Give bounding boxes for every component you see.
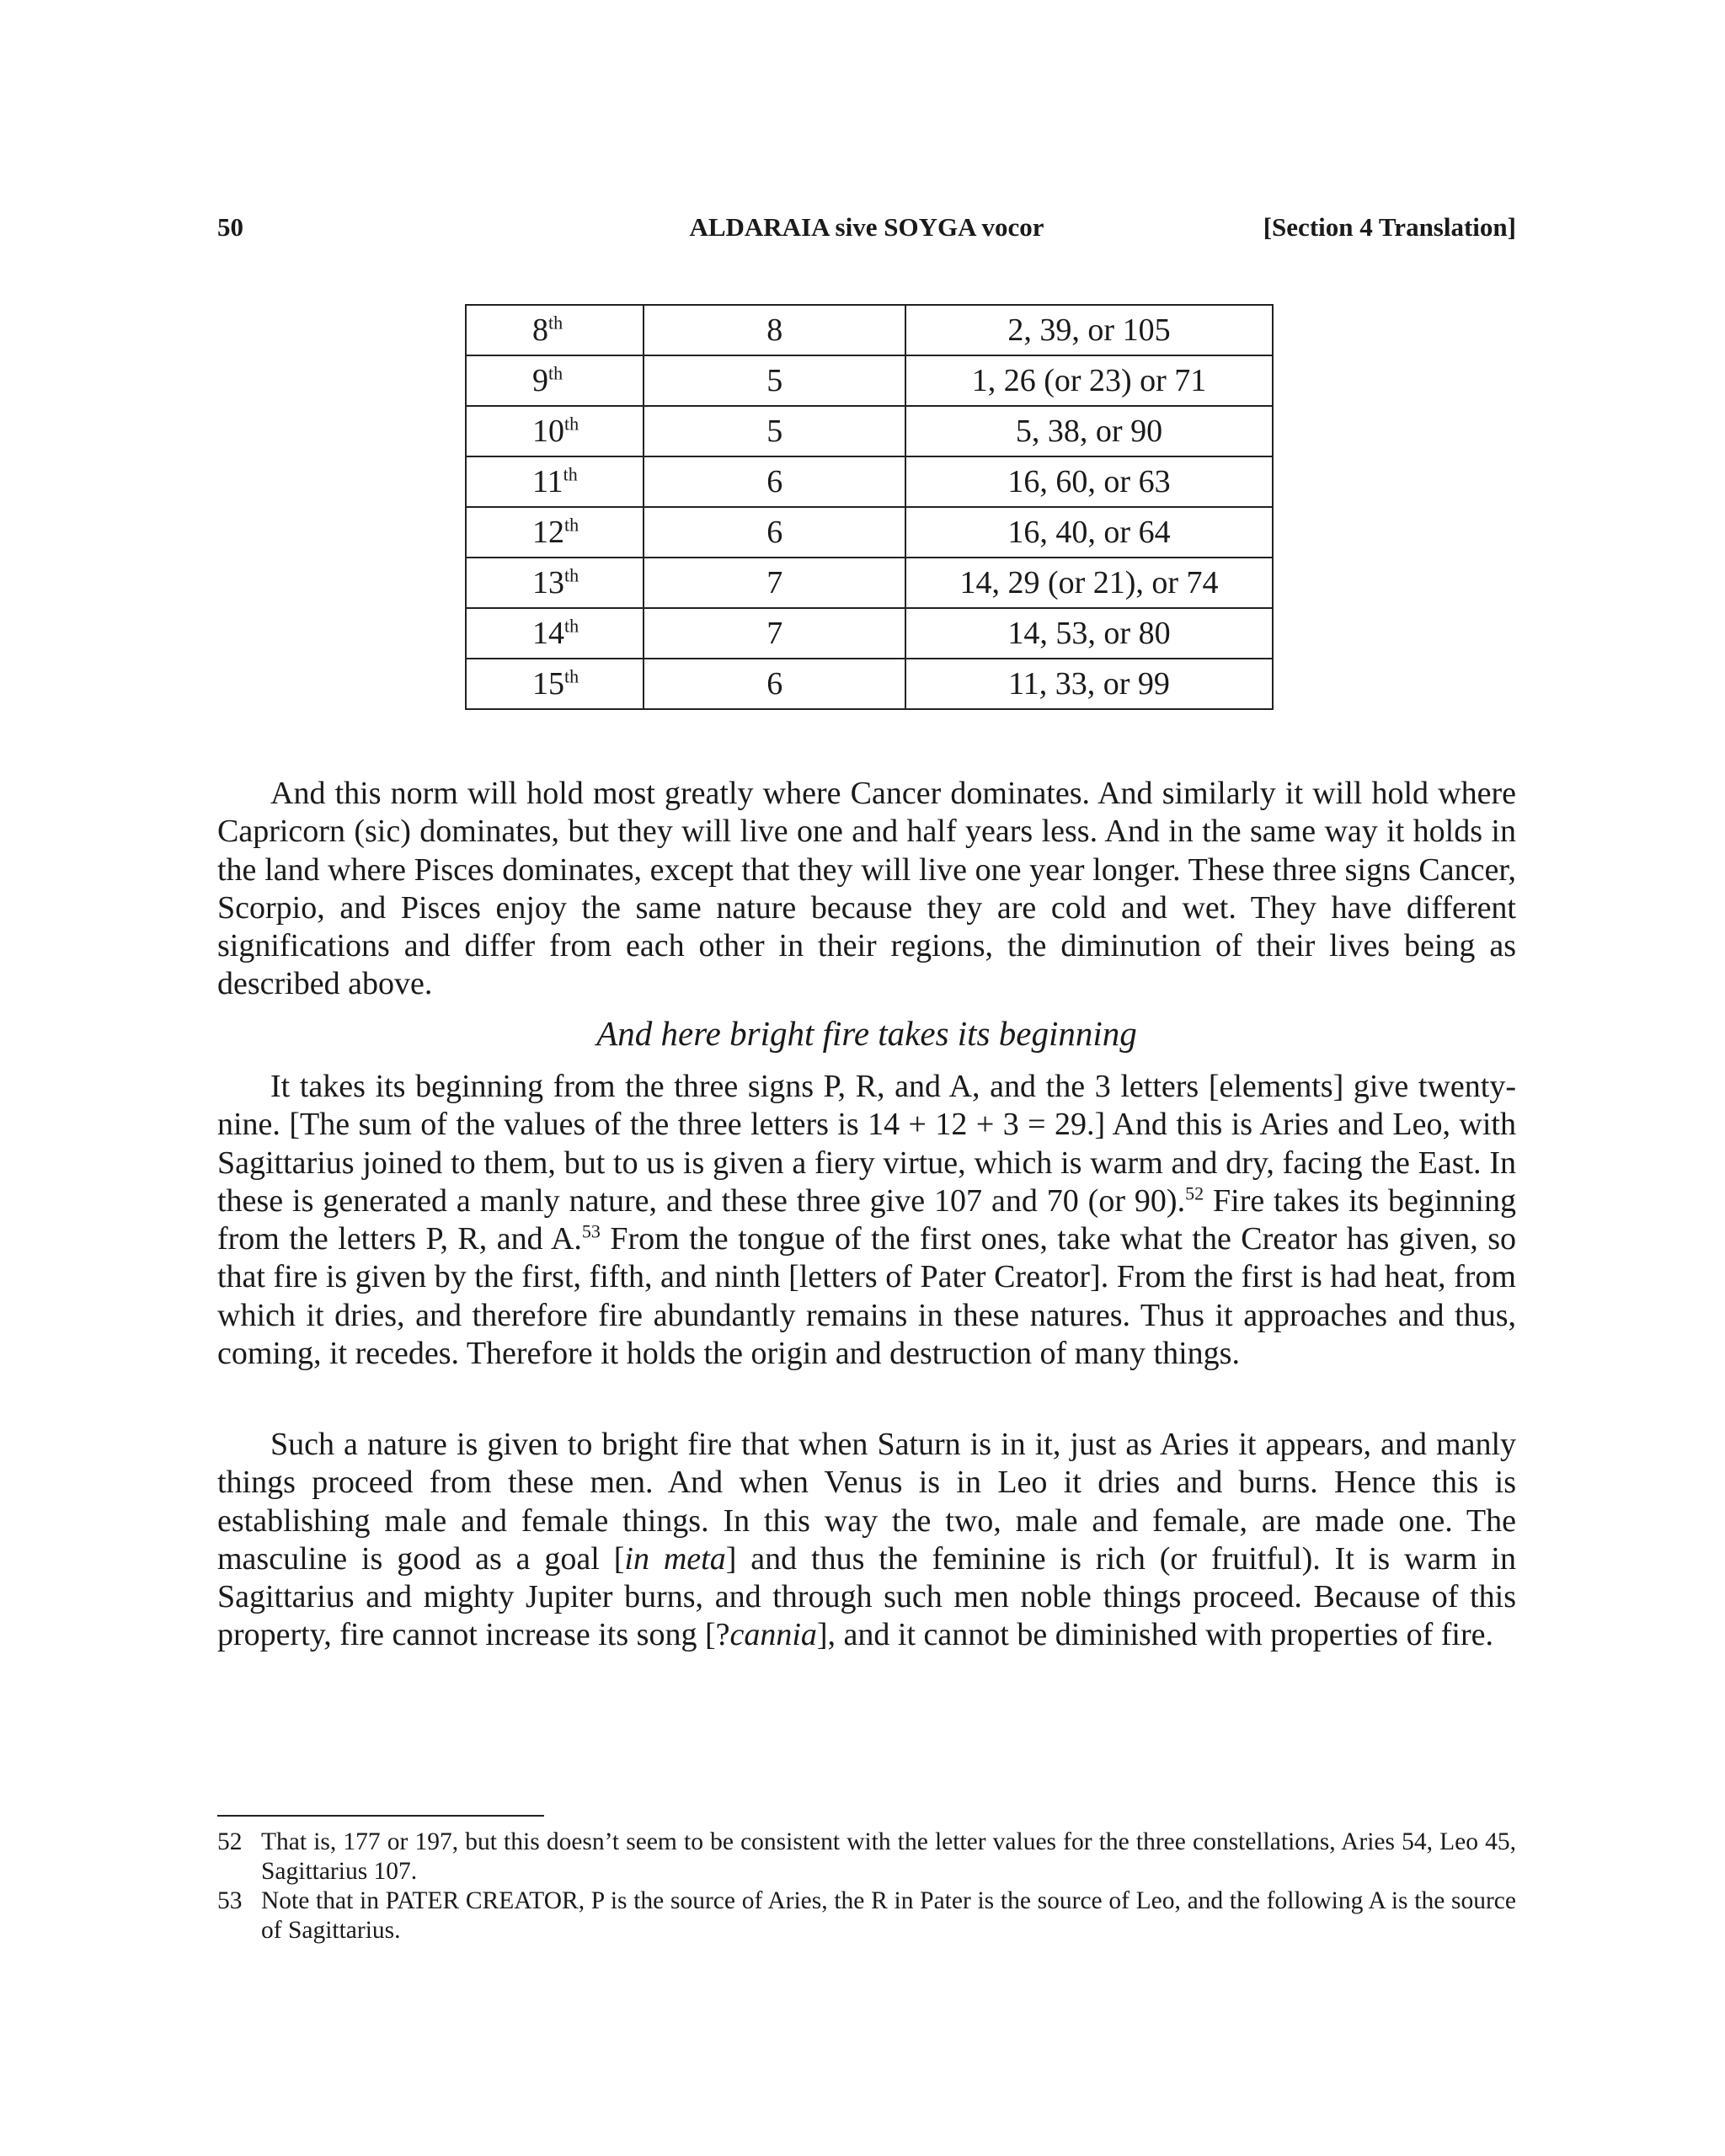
footnote-number: 52 (217, 1828, 243, 1855)
footnote-text: Note that in PATER CREATOR, P is the source of Aries, the R in Pater is the source of Leo, and the following A is the source of Sagittarius. (261, 1887, 1516, 1944)
values-cell: 2, 39, or 105 (905, 305, 1273, 355)
running-title: ALDARAIA sive SOYGA vocor (689, 212, 1044, 242)
footnote-ref-53[interactable]: 53 (581, 1220, 601, 1242)
values-table (465, 304, 1274, 710)
ordinal-cell: 15th (466, 659, 644, 709)
number-cell: 5 (644, 406, 905, 456)
footnote-divider (217, 1815, 544, 1817)
values-cell: 16, 60, or 63 (905, 456, 1273, 507)
number-cell: 8 (644, 305, 905, 355)
values-cell: 5, 38, or 90 (905, 406, 1273, 456)
table-row (466, 507, 1273, 558)
paragraph-fire-nature: Such a nature is given to bright fire that when Saturn is in it, just as Aries it appears, and manly things proceed from these men. And when Venus is in Leo it dries and burns. Hence this is establishing male and female things. In this way the two, male and female, are made one. The masculine is good as a goal [in meta] and thus the feminine is rich (or fruitful). It is warm in Sagittarius and mighty Jupiter burns, and through such men noble things proceed. Because of this property, fire cannot increase its song [?cannia], and it cannot be diminished with properties of fire. (217, 1427, 1516, 1653)
page-header (217, 212, 1516, 254)
table-row (466, 558, 1273, 608)
values-cell: 14, 29 (or 21), or 74 (905, 558, 1273, 608)
paragraph-fire-beginning: It takes its beginning from the three signs P, R, and A, and the 3 letters [elements] give twenty-nine. [The sum of the values of the three letters is 14 + 12 + 3 = 29.] And this is Aries and Leo, with Sagittarius joined to them, but to us is given a fiery virtue, which is warm and dry, facing the East. In these is generated a manly nature, and these three give 107 and 70 (or 90).$^{52}$ Fire takes its beginning from the letters P, R, and A.$^{53}$ From the tongue of the first ones, take what the Creator has given, so that fire is given by the first, fifth, and ninth [letters of Pater Creator]. From the first is had heat, from which it dries, and therefore fire abundantly remains in these natures. Thus it approaches and thus, coming, it recedes. Therefore it holds the origin and destruction of many things. (217, 1069, 1516, 1372)
page-number: 50 (217, 212, 243, 242)
ordinal-cell: 14th (466, 608, 644, 659)
footnote-ref-52[interactable]: 52 (1185, 1182, 1204, 1204)
table-row (466, 608, 1273, 659)
table-row (466, 355, 1273, 406)
values-cell: 14, 53, or 80 (905, 608, 1273, 659)
footnotes (217, 1828, 1516, 1945)
footnote-52 (217, 1828, 1516, 1886)
ordinal-cell: 13th (466, 558, 644, 608)
section-label: [Section 4 Translation] (1263, 212, 1516, 242)
footnote-number: 53 (217, 1887, 243, 1914)
ordinal-cell: 12th (466, 507, 644, 558)
values-cell: 1, 26 (or 23) or 71 (905, 355, 1273, 406)
number-cell: 6 (644, 659, 905, 709)
paragraph-cancer: And this norm will hold most greatly where Cancer dominates. And similarly it will hold where Capricorn (sic) dominates, but they will live one and half years less. And in the same way it holds in the land where Pisces dominates, except that they will live one year longer. These three signs Cancer, Scorpio, and Pisces enjoy the same nature because they are cold and wet. They have different significations and differ from each other in their regions, the diminution of their lives being as described above. (217, 776, 1516, 1002)
number-cell: 7 (644, 558, 905, 608)
section-heading: And here bright fire takes its beginning (596, 1014, 1137, 1053)
number-cell: 6 (644, 507, 905, 558)
table-row (466, 659, 1273, 709)
number-cell: 5 (644, 355, 905, 406)
footnote-53 (217, 1886, 1516, 1945)
ordinal-cell: 11th (466, 456, 644, 507)
values-cell: 11, 33, or 99 (905, 659, 1273, 709)
table-row (466, 456, 1273, 507)
ordinal-cell: 8th (466, 305, 644, 355)
footnote-text: That is, 177 or 197, but this doesn’t seem to be consistent with the letter values for the three constellations, Aries 54, Leo 45, Sagittarius 107. (261, 1828, 1516, 1885)
table-row (466, 406, 1273, 456)
number-cell: 7 (644, 608, 905, 659)
number-cell: 6 (644, 456, 905, 507)
table-row (466, 305, 1273, 355)
values-cell: 16, 40, or 64 (905, 507, 1273, 558)
ordinal-cell: 9th (466, 355, 644, 406)
ordinal-cell: 10th (466, 406, 644, 456)
